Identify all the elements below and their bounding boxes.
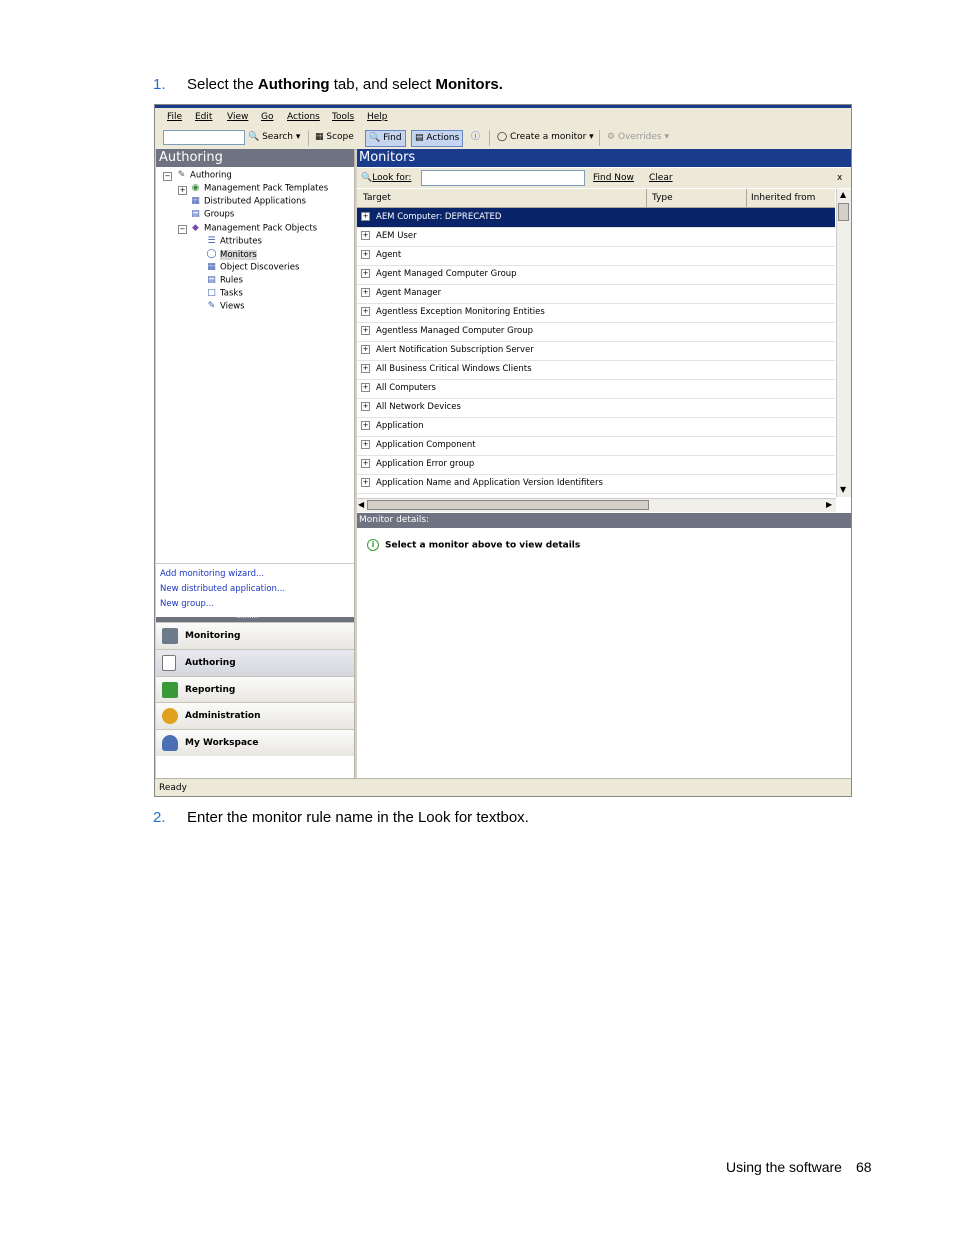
scroll-right-icon[interactable]: ▶ <box>826 500 833 509</box>
rules-icon: ▤ <box>207 275 216 285</box>
create-monitor-label: Create a monitor <box>509 132 587 142</box>
menu-view[interactable]: View <box>227 112 249 122</box>
row-target: Alert Notification Subscription Server <box>376 345 534 355</box>
column-divider[interactable] <box>746 189 747 207</box>
expand-row-icon[interactable]: + <box>362 421 369 429</box>
table-row[interactable] <box>357 474 835 494</box>
tree-item-label: Attributes <box>220 236 262 247</box>
overrides-icon: ⚙ <box>607 132 616 142</box>
menu-help[interactable]: Help <box>367 112 388 122</box>
column-inherited-from[interactable]: Inherited from <box>751 193 816 203</box>
expand-row-icon[interactable]: + <box>362 231 369 239</box>
info-icon: i <box>367 539 379 551</box>
row-target: All Network Devices <box>376 402 461 412</box>
wunderbar-my-workspace[interactable] <box>156 729 354 756</box>
tree-item-label: Distributed Applications <box>204 196 306 207</box>
horizontal-scrollbar[interactable] <box>357 498 836 512</box>
tree-item-groups[interactable] <box>190 209 234 221</box>
expand-row-icon[interactable]: + <box>362 307 369 315</box>
views-icon: ✎ <box>207 301 216 311</box>
expand-row-icon[interactable]: + <box>362 345 369 353</box>
toolbar-separator-2 <box>489 130 490 146</box>
tree-item-authoring[interactable] <box>176 170 232 182</box>
splitter-grip: .......... <box>236 612 259 620</box>
authoring-icon <box>162 655 176 671</box>
administration-icon <box>162 708 178 724</box>
table-row[interactable] <box>357 322 835 342</box>
step-1-text-before: Select the <box>187 76 258 93</box>
footer-section: Using the software <box>726 1159 842 1175</box>
scroll-down-icon[interactable]: ▼ <box>840 485 847 494</box>
expand-row-icon[interactable]: + <box>362 288 369 296</box>
find-now-button[interactable]: Find Now <box>593 173 634 183</box>
actions-icon: ▤ <box>415 133 424 143</box>
expand-row-icon[interactable]: + <box>362 269 369 277</box>
toolbar <box>155 126 851 150</box>
toolbar-separator <box>308 130 309 146</box>
table-row[interactable] <box>357 360 835 380</box>
find-button[interactable] <box>365 130 406 147</box>
step-2-text: Enter the monitor rule name in the Look for textbox. <box>187 809 529 826</box>
step-1-bold-authoring: Authoring <box>257 76 330 93</box>
tree-item-tasks[interactable] <box>206 288 243 300</box>
row-target: Application Component <box>376 440 476 450</box>
row-target: Agent Managed Computer Group <box>376 269 517 279</box>
tree-collapse-mp-objects[interactable]: − <box>179 225 186 233</box>
row-target: Application Name and Application Version Identifiters <box>376 478 603 488</box>
look-for-bar <box>357 168 851 188</box>
find-button-label: Find <box>383 133 402 143</box>
wunderbar-label: My Workspace <box>185 738 259 748</box>
table-row[interactable] <box>357 417 835 437</box>
navigation-pane <box>156 149 355 778</box>
wunderbar-label: Reporting <box>185 685 236 695</box>
search-button-label: Search <box>262 132 294 142</box>
tree-expand-templates[interactable]: + <box>179 186 186 194</box>
table-row[interactable] <box>357 227 835 247</box>
clear-button[interactable]: Clear <box>649 173 673 183</box>
row-target: AEM Computer: DEPRECATED <box>376 212 502 222</box>
look-for-input[interactable] <box>421 170 585 186</box>
scroll-up-icon[interactable]: ▲ <box>840 190 847 199</box>
navigation-pane-title: Authoring <box>156 149 354 167</box>
groups-icon: ▤ <box>191 209 200 219</box>
row-target: All Business Critical Windows Clients <box>376 364 532 374</box>
table-row[interactable] <box>357 265 835 285</box>
wunderbar-label: Authoring <box>185 658 236 668</box>
row-target: AEM User <box>376 231 417 241</box>
row-target: Agent <box>376 250 402 260</box>
tree-item-label: Management Pack Templates <box>204 183 329 194</box>
row-target: Agentless Exception Monitoring Entities <box>376 307 545 317</box>
scope-button[interactable] <box>315 130 354 145</box>
wunderbar-reporting[interactable] <box>156 676 354 703</box>
table-row[interactable] <box>357 398 835 418</box>
menu-go[interactable]: Go <box>261 112 274 122</box>
tree-item-mp-objects[interactable] <box>190 223 317 235</box>
tree-item-label: Monitors <box>220 249 257 260</box>
row-target: Application Error group <box>376 459 475 469</box>
template-icon: ◉ <box>191 183 200 193</box>
step-1-text-mid: tab, and select <box>329 76 436 93</box>
authoring-icon: ✎ <box>177 170 186 180</box>
search-icon: 🔍 <box>248 132 260 142</box>
tree-item-views[interactable] <box>206 301 245 313</box>
wunderbar-authoring[interactable] <box>156 649 354 676</box>
results-pane-title: Monitors <box>357 149 851 167</box>
search-icon: 🔍 <box>361 173 373 183</box>
tree-item-attributes[interactable] <box>206 236 262 248</box>
details-message <box>367 539 580 551</box>
menu-tools[interactable]: Tools <box>332 112 355 122</box>
row-target: Agentless Managed Computer Group <box>376 326 534 336</box>
tree-collapse-authoring[interactable]: − <box>164 172 171 180</box>
page-footer <box>726 1159 872 1175</box>
add-monitoring-wizard-link[interactable]: Add monitoring wizard... <box>160 569 265 579</box>
new-distributed-app-link[interactable]: New distributed application... <box>160 584 286 594</box>
overrides-button[interactable]: ⚙ Overrides ▾ <box>607 132 669 142</box>
actions-button[interactable] <box>411 130 463 147</box>
attributes-icon: ☰ <box>207 236 216 246</box>
row-target: Application <box>376 421 424 431</box>
status-bar: Ready <box>155 778 851 797</box>
step-2-number: 2. <box>153 809 166 826</box>
menu-bar <box>155 108 851 126</box>
monitors-grid <box>357 189 851 512</box>
table-row[interactable] <box>357 341 835 361</box>
expand-row-icon[interactable]: + <box>362 459 369 467</box>
expand-row-icon[interactable]: + <box>362 212 369 220</box>
details-pane-title: Monitor details: <box>357 513 851 528</box>
tree-item-label: Rules <box>220 275 243 286</box>
table-row[interactable] <box>357 455 835 475</box>
row-target: All Computers <box>376 383 436 393</box>
console-screenshot <box>154 104 852 797</box>
vertical-scrollbar[interactable] <box>836 189 851 497</box>
expand-row-icon[interactable]: + <box>362 383 369 391</box>
step-2 <box>153 809 529 826</box>
table-row[interactable] <box>357 303 835 323</box>
workspace-icon <box>162 735 178 751</box>
tree-item-monitors[interactable] <box>206 249 257 261</box>
wunderbar-label: Administration <box>185 711 261 721</box>
horizontal-scroll-thumb[interactable] <box>367 500 649 510</box>
menu-edit[interactable]: Edit <box>195 112 213 122</box>
expand-row-icon[interactable]: + <box>362 364 369 372</box>
table-row[interactable] <box>357 246 835 266</box>
expand-row-icon[interactable]: + <box>362 440 369 448</box>
tree-item-distributed-apps[interactable] <box>190 196 306 208</box>
tasks-icon: □ <box>207 288 216 298</box>
distributed-app-icon: ▦ <box>191 196 200 206</box>
look-for-label-text: Look for: <box>372 173 412 183</box>
tree-item-label: Tasks <box>220 288 243 299</box>
reporting-icon <box>162 682 178 698</box>
monitor-circle-icon: ◯ <box>497 132 508 142</box>
grid-header <box>357 189 835 208</box>
column-divider[interactable] <box>646 189 647 207</box>
tree-item-label: Groups <box>204 209 235 220</box>
new-group-link[interactable]: New group... <box>160 599 215 609</box>
table-row[interactable] <box>357 379 835 399</box>
tree-item-object-discoveries[interactable] <box>206 262 299 274</box>
discoveries-icon: ▦ <box>207 262 216 272</box>
tree-item-label: Object Discoveries <box>220 262 300 273</box>
tree-item-label: Management Pack Objects <box>204 223 318 234</box>
mp-objects-icon: ◆ <box>192 223 199 233</box>
wunderbar-administration[interactable] <box>156 702 354 729</box>
find-icon: 🔍 <box>369 133 381 143</box>
help-icon[interactable]: ⓘ <box>471 132 481 142</box>
wunderbar-monitoring[interactable] <box>156 622 354 649</box>
tree-item-label: Views <box>220 301 245 312</box>
column-target[interactable]: Target <box>363 193 391 203</box>
scope-button-label: Scope <box>326 132 354 142</box>
expand-row-icon[interactable]: + <box>362 478 369 486</box>
create-monitor-button[interactable]: ◯ Create a monitor ▾ <box>497 132 594 142</box>
scope-icon: ▦ <box>315 132 324 142</box>
search-button[interactable]: 🔍 Search ▾ <box>248 132 301 142</box>
task-links-divider <box>156 563 354 564</box>
actions-button-label: Actions <box>426 133 460 143</box>
step-1-bold-monitors: Monitors. <box>435 76 503 93</box>
expand-row-icon[interactable]: + <box>362 326 369 334</box>
table-row[interactable] <box>357 284 835 304</box>
expand-row-icon[interactable]: + <box>362 250 369 258</box>
step-1-number: 1. <box>153 76 166 93</box>
step-1 <box>153 76 503 93</box>
page-number: 68 <box>855 1159 872 1175</box>
details-message-text: Select a monitor above to view details <box>385 540 581 551</box>
table-row[interactable] <box>357 208 835 228</box>
scroll-left-icon[interactable]: ◀ <box>358 500 365 509</box>
column-type[interactable]: Type <box>652 193 673 203</box>
overrides-label: Overrides <box>617 132 662 142</box>
tree-item-mp-templates[interactable] <box>190 183 328 195</box>
menu-actions[interactable]: Actions <box>287 112 320 122</box>
tree-item-label: Authoring <box>190 170 232 181</box>
look-for-label <box>361 173 411 183</box>
wunderbar-label: Monitoring <box>185 631 241 641</box>
toolbar-separator-3 <box>599 130 600 146</box>
monitors-icon: ◯ <box>206 249 217 259</box>
row-target: Agent Manager <box>376 288 442 298</box>
close-look-for-button[interactable]: x <box>837 173 843 183</box>
monitoring-icon <box>162 628 178 644</box>
tree-item-rules[interactable] <box>206 275 243 287</box>
results-pane <box>357 149 851 778</box>
toolbar-search-input[interactable] <box>163 130 245 145</box>
vertical-scroll-thumb[interactable] <box>838 203 849 221</box>
menu-file[interactable]: File <box>167 112 183 122</box>
table-row[interactable] <box>357 436 835 456</box>
expand-row-icon[interactable]: + <box>362 402 369 410</box>
